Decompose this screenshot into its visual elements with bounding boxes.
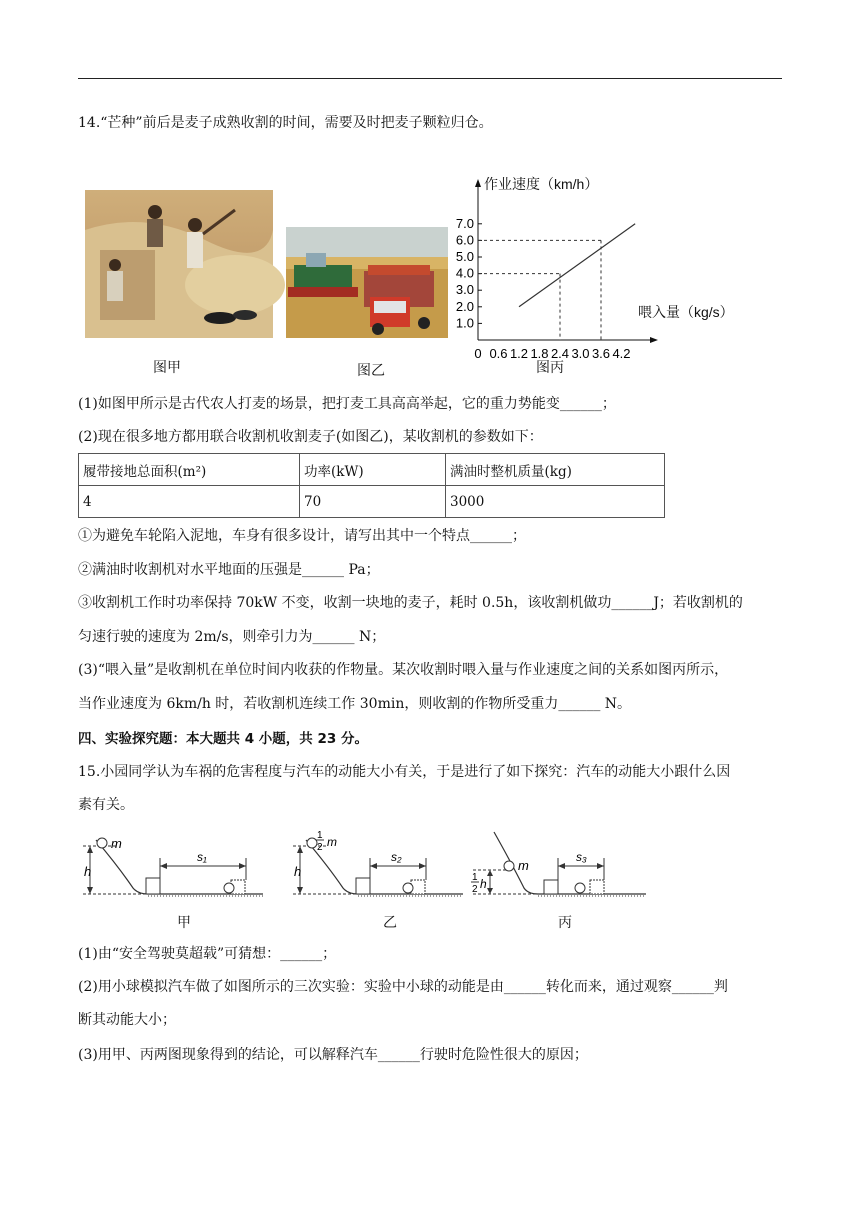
block-icon xyxy=(146,878,160,894)
y-tick-label: 3.0 xyxy=(455,282,474,298)
y-tick-label: 7.0 xyxy=(455,215,474,231)
height-label: h xyxy=(84,864,92,879)
y-axis-arrow xyxy=(475,179,481,187)
q14-stem: 14.“芒种”前后是麦子成熟收割的时间，需要及时把麦子颗粒归仓。 xyxy=(78,115,493,131)
q15-part2b: 断其动能大小； xyxy=(78,1012,176,1028)
ball-icon xyxy=(97,838,107,848)
figure-bing-graph xyxy=(455,170,752,361)
caption-bing: 图丙 xyxy=(536,360,564,376)
y-tick-label: 2.0 xyxy=(455,298,474,314)
distance-label: s₂ xyxy=(391,850,402,864)
height-label: h xyxy=(294,864,302,879)
table-header-row xyxy=(79,454,665,486)
x-axis-arrow xyxy=(650,337,658,343)
half-numerator: 1 xyxy=(317,830,323,841)
x-tick-label: 1.8 xyxy=(530,346,549,361)
table-header-cell: 功率(kW) xyxy=(300,454,446,486)
table-header-cell: 满油时整机质量(kg) xyxy=(446,454,665,486)
figure-jia-painting xyxy=(85,190,273,338)
distance-label: s₃ xyxy=(576,850,587,864)
figure-yi-harvester xyxy=(286,227,448,338)
x-tick-label: 1.2 xyxy=(509,346,529,361)
x-tick-label: 3.0 xyxy=(571,346,590,361)
caption-q15-yi: 乙 xyxy=(383,915,397,931)
q14-part3a: (3)“喂入量”是收割机在单位时间内收获的作物量。某次收割时喂入量与作业速度之间的关系如图丙所示， xyxy=(78,662,729,678)
half-denominator: 2 xyxy=(317,842,323,853)
height-label: h xyxy=(480,877,487,891)
table-cell: 3000 xyxy=(446,486,665,518)
ball-icon xyxy=(307,838,317,848)
section4-heading: 四、实验探究题：本大题共 4 小题，共 23 分。 xyxy=(78,731,368,747)
q14-sub2: ②满油时收割机对水平地面的压强是______ Pa； xyxy=(78,562,380,578)
header-rule xyxy=(78,78,782,79)
y-tick-label: 4.0 xyxy=(455,265,474,281)
mass-label: m xyxy=(327,835,337,849)
caption-q15-jia: 甲 xyxy=(177,915,191,931)
y-tick-label: 5.0 xyxy=(455,249,474,264)
x-tick-label: 3.6 xyxy=(591,346,611,361)
y-tick-label: 1.0 xyxy=(455,315,474,331)
y-axis-label: 作业速度（km/h） xyxy=(484,176,599,192)
block-icon xyxy=(356,878,370,894)
q14-part2: (2)现在很多地方都用联合收割机收割麦子(如图乙)，某收割机的参数如下： xyxy=(78,429,543,445)
table-cell: 4 xyxy=(79,486,300,518)
caption-yi: 图乙 xyxy=(357,363,385,379)
figure-q15-bing xyxy=(468,826,648,906)
block-icon xyxy=(544,880,558,894)
q14-sub3a: ③收割机工作时功率保持 70kW 不变，收割一块地的麦子，耗时 0.5h，该收割机做功______J；若收割机的 xyxy=(78,595,743,611)
caption-q15-bing: 丙 xyxy=(558,915,572,931)
caption-jia: 图甲 xyxy=(153,360,181,376)
ball-icon xyxy=(504,861,514,871)
figure-q15-yi xyxy=(288,826,468,906)
figure-q15-jia xyxy=(78,826,268,906)
q15-part3: (3)用甲、丙两图现象得到的结论，可以解释汽车______行驶时危险性很大的原因； xyxy=(78,1047,588,1063)
q15-part1: (1)由“安全驾驶莫超载”可猜想：______； xyxy=(78,946,337,962)
parameter-table xyxy=(78,453,665,518)
y-tick-label: 6.0 xyxy=(455,232,474,248)
mass-label: m xyxy=(111,836,122,851)
half-numerator: 1 xyxy=(472,872,478,883)
x-tick-label: 4.2 xyxy=(612,346,631,361)
x-tick-label: 0.6 xyxy=(489,346,508,361)
q15-stem-a: 15.小园同学认为车祸的危害程度与汽车的动能大小有关，于是进行了如下探究：汽车的动能大小跟什么因 xyxy=(78,764,731,780)
x-tick-label: 0 xyxy=(474,346,482,361)
q15-stem-b: 素有关。 xyxy=(78,797,134,813)
series-line xyxy=(519,224,635,307)
q15-part2a: (2)用小球模拟汽车做了如图所示的三次实验：实验中小球的动能是由______转化而来，通过观察______判 xyxy=(78,979,728,995)
q14-part3b: 当作业速度为 6km/h 时，若收割机连续工作 30min，则收割的作物所受重力______ N。 xyxy=(78,696,632,712)
q14-sub1: ①为避免车轮陷入泥地，车身有很多设计，请写出其中一个特点______； xyxy=(78,528,526,544)
x-tick-label: 2.4 xyxy=(550,346,570,361)
q14-sub3b: 匀速行驶的速度为 2m/s，则牵引力为______ N； xyxy=(78,629,386,645)
table-header-cell: 履带接地总面积(m²) xyxy=(79,454,300,486)
x-axis-label: 喂入量（kg/s） xyxy=(638,304,734,320)
distance-label: s₁ xyxy=(197,850,207,864)
mass-label: m xyxy=(518,858,529,873)
table-row xyxy=(79,486,665,518)
table-cell: 70 xyxy=(300,486,446,518)
half-denominator: 2 xyxy=(472,884,478,895)
q14-part1: (1)如图甲所示是古代农人打麦的场景，把打麦工具高高举起，它的重力势能变______； xyxy=(78,396,616,412)
